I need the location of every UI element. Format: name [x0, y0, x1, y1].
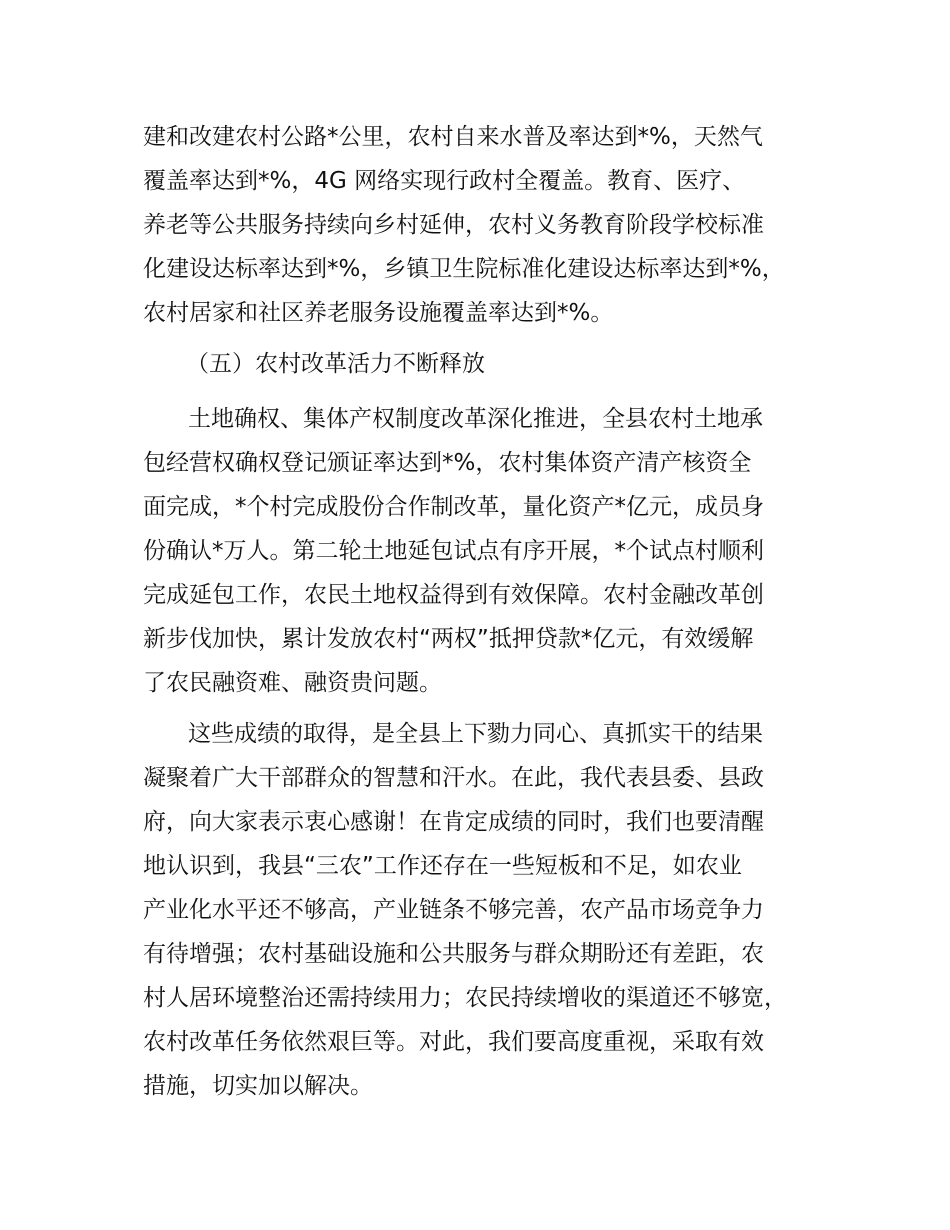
- text-line: 份确认*万人。第二轮土地延包试点有序开展，*个试点村顺利: [143, 538, 764, 564]
- text-line: 农村居家和社区养老服务设施覆盖率达到*%。: [143, 300, 614, 326]
- text-line: 面完成，*个村完成股份合作制改革，量化资产*亿元，成员身: [143, 494, 764, 520]
- heading-text: （五）农村改革活力不断释放: [186, 351, 485, 377]
- text-line: 这些成绩的取得，是全县上下勠力同心、真抓实干的结果: [188, 721, 763, 747]
- text-line: 建和改建农村公路*公里，农村自来水普及率达到*%，天然气: [143, 124, 763, 150]
- text-line: 养老等公共服务持续向乡村延伸，农村义务教育阶段学校标准: [143, 212, 764, 238]
- text-line: 了农民融资难、融资贵问题。: [143, 670, 442, 696]
- text-line: 产业化水平还不够高，产业链条不够完善，农产品市场竞争力: [143, 897, 764, 923]
- text-line: 地认识到，我县“三农”工作还存在一些短板和不足，如农业: [143, 853, 742, 879]
- text-line: 村人居环境整治还需持续用力；农民持续增收的渠道还不够宽，: [143, 985, 787, 1011]
- text-line: 农村改革任务依然艰巨等。对此，我们要高度重视，采取有效: [143, 1029, 764, 1055]
- text-line: 新步伐加快，累计发放农村“两权”抵押贷款*亿元，有效缓解: [143, 626, 754, 652]
- text-line: 凝聚着广大干部群众的智慧和汗水。在此，我代表县委、县政: [143, 765, 764, 791]
- text-line: 措施，切实加以解决。: [143, 1073, 373, 1099]
- text-line: 府，向大家表示衷心感谢！在肯定成绩的同时，我们也要清醒: [143, 809, 764, 835]
- text-line: 完成延包工作，农民土地权益得到有效保障。农村金融改革创: [143, 582, 764, 608]
- text-line: 化建设达标率达到*%，乡镇卫生院标准化建设达标率达到*%，: [143, 256, 785, 282]
- text-line: 有待增强；农村基础设施和公共服务与群众期盼还有差距，农: [143, 941, 764, 967]
- text-line: 包经营权确权登记颁证率达到*%，农村集体资产清产核资全: [143, 450, 752, 476]
- text-line: 覆盖率达到*%，4G 网络实现行政村全覆盖。教育、医疗、: [143, 168, 746, 194]
- text-line: 土地确权、集体产权制度改革深化推进，全县农村土地承: [188, 406, 763, 432]
